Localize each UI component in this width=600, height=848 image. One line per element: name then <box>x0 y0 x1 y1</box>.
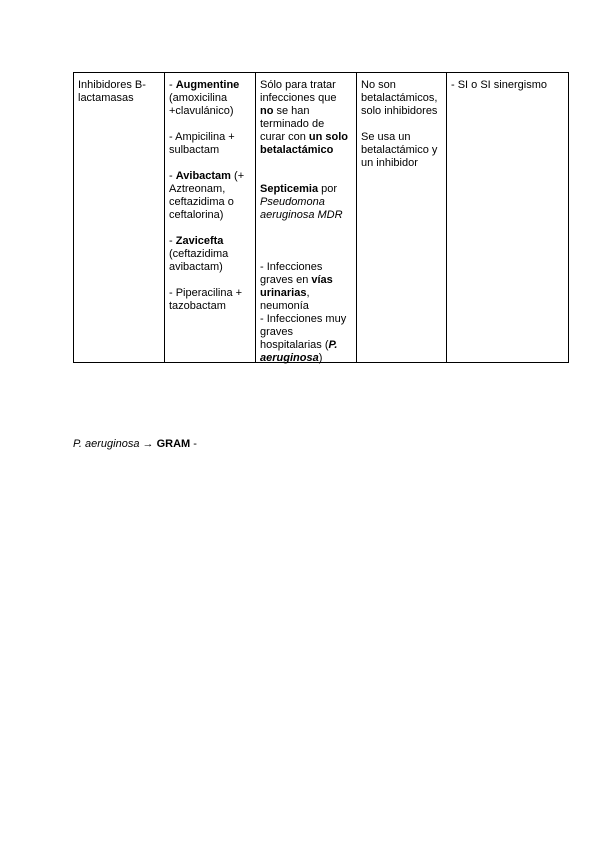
text-run: ) <box>318 352 323 364</box>
text-run-bold: no <box>260 105 274 117</box>
note-sinergismo: - SI o SI sinergismo <box>451 79 547 91</box>
drug-detail: (ceftazidima avibactam) <box>169 248 229 273</box>
indication-hospitalarias <box>260 313 352 365</box>
drug-detail: (amoxicilina +clavulánico) <box>169 92 234 117</box>
table-cell-indications <box>256 73 357 362</box>
text-run: por <box>318 183 338 195</box>
table-cell-notes <box>357 73 447 362</box>
text-run: , neumonía <box>260 287 310 312</box>
drug-name: Augmentine <box>175 79 240 91</box>
bullet-dash: - <box>169 79 176 91</box>
drug-name: Avibactam <box>175 170 231 182</box>
indication-septicemia <box>260 183 352 222</box>
text-run-bold-italic: P. aeruginosa <box>260 339 338 364</box>
text-run: - Infecciones graves en <box>260 261 323 286</box>
indication-urinarias <box>260 261 352 313</box>
text-run-bold: un solo betalactámico <box>260 131 349 156</box>
arrow-icon: → <box>139 438 157 450</box>
text-run-italic: Pseudomona aeruginosa MDR <box>260 196 343 221</box>
table-cell-sinergismo <box>447 73 568 362</box>
drug-augmentine <box>169 79 251 118</box>
bullet-dash: - <box>169 170 176 182</box>
gram-sign: - <box>190 438 197 450</box>
note-combinacion: Se usa un betalactámico y un inhibidor <box>361 131 438 169</box>
table-cell-drugs <box>165 73 256 362</box>
drug-detail: (+ Aztreonam, ceftazidima o ceftalorina) <box>169 170 245 221</box>
gram-label: GRAM <box>156 438 191 450</box>
drug-zavicefta <box>169 235 251 274</box>
note-no-betalactamicos: No son betalactámicos, solo inhibidores <box>361 79 438 117</box>
text-run: se han terminado de curar con <box>260 105 325 143</box>
text-run-bold: Septicemia <box>260 183 319 195</box>
drug-name: Zavicefta <box>175 235 224 247</box>
antibiotic-table <box>73 72 569 363</box>
text-run: - Infecciones muy graves hospitalarias ( <box>260 313 347 351</box>
class-label: Inhibidores B-lactamasas <box>78 79 146 104</box>
drug-ampicilina: - Ampicilina + sulbactam <box>169 131 235 156</box>
text-run: Sólo para tratar infecciones que <box>260 79 337 104</box>
footer-note <box>73 438 197 451</box>
table-cell-class <box>74 73 165 362</box>
bullet-dash: - <box>169 235 176 247</box>
drug-avibactam <box>169 170 251 222</box>
text-run-bold: vías urinarias <box>260 274 333 299</box>
indication-solo <box>260 79 352 157</box>
drug-piperacilina: - Piperacilina + tazobactam <box>169 287 243 312</box>
species-name: P. aeruginosa <box>73 438 140 450</box>
